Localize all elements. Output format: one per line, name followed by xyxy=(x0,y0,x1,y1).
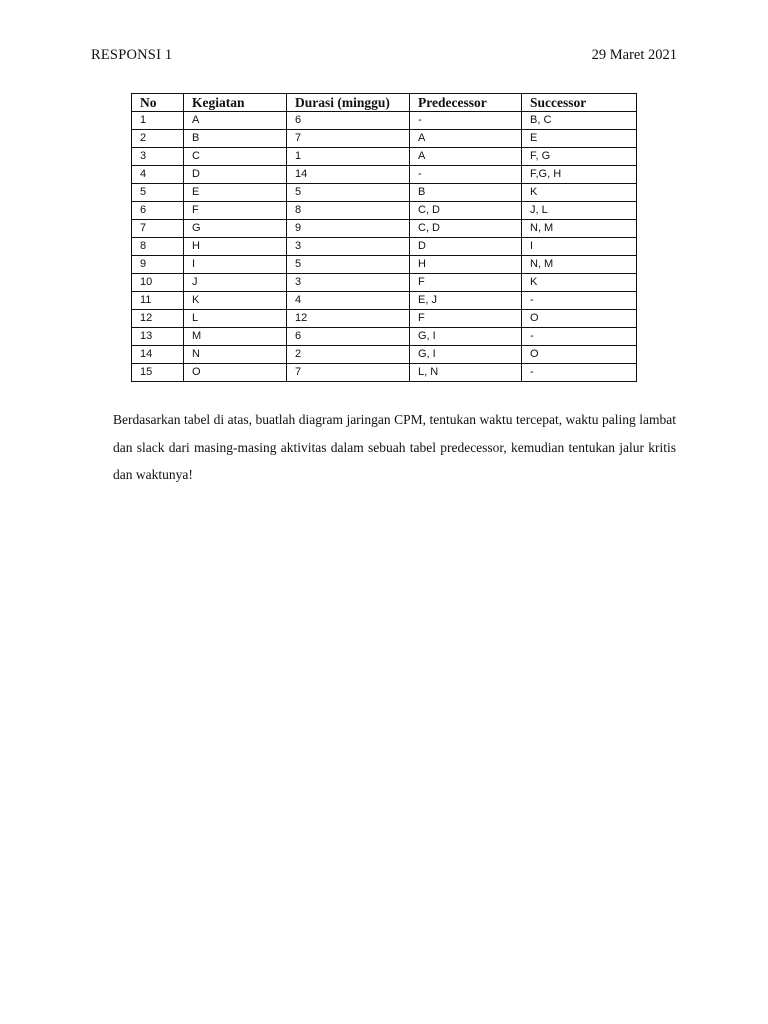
column-header-kegiatan: Kegiatan xyxy=(184,94,287,112)
cell-predecessor: D xyxy=(410,238,522,256)
column-header-durasi: Durasi (minggu) xyxy=(287,94,410,112)
cell-kegiatan: E xyxy=(184,184,287,202)
column-header-successor: Successor xyxy=(522,94,637,112)
cell-successor: J, L xyxy=(522,202,637,220)
table-row xyxy=(132,328,637,346)
table-row xyxy=(132,310,637,328)
table-row xyxy=(132,184,637,202)
cell-successor: - xyxy=(522,364,637,382)
cell-no: 13 xyxy=(132,328,184,346)
cell-kegiatan: I xyxy=(184,256,287,274)
table-row xyxy=(132,346,637,364)
table-row xyxy=(132,130,637,148)
cell-kegiatan: J xyxy=(184,274,287,292)
cell-kegiatan: L xyxy=(184,310,287,328)
cell-kegiatan: O xyxy=(184,364,287,382)
instruction-paragraph: Berdasarkan tabel di atas, buatlah diagram jaringan CPM, tentukan waktu tercepat, waktu paling lambat dan slack dari masing-masing aktivitas dalam sebuah tabel predecessor, kemudian tentukan jalur kritis dan waktunya! xyxy=(113,412,676,482)
table-row xyxy=(132,364,637,382)
column-header-predecessor: Predecessor xyxy=(410,94,522,112)
table-row xyxy=(132,166,637,184)
cell-successor: E xyxy=(522,130,637,148)
cell-durasi: 7 xyxy=(287,364,410,382)
cell-successor: F, G xyxy=(522,148,637,166)
cell-predecessor: L, N xyxy=(410,364,522,382)
document-title: RESPONSI 1 xyxy=(91,47,173,63)
cell-predecessor: H xyxy=(410,256,522,274)
cell-durasi: 7 xyxy=(287,130,410,148)
cell-no: 2 xyxy=(132,130,184,148)
cell-successor: K xyxy=(522,184,637,202)
cell-durasi: 4 xyxy=(287,292,410,310)
cell-no: 8 xyxy=(132,238,184,256)
cell-durasi: 3 xyxy=(287,238,410,256)
cell-predecessor: G, I xyxy=(410,328,522,346)
cell-successor: O xyxy=(522,346,637,364)
table-row xyxy=(132,256,637,274)
cell-kegiatan: F xyxy=(184,202,287,220)
cell-predecessor: C, D xyxy=(410,220,522,238)
cell-durasi: 2 xyxy=(287,346,410,364)
cell-successor: N, M xyxy=(522,256,637,274)
cell-successor: - xyxy=(522,292,637,310)
cell-kegiatan: N xyxy=(184,346,287,364)
table-row xyxy=(132,112,637,130)
cell-kegiatan: K xyxy=(184,292,287,310)
cell-durasi: 14 xyxy=(287,166,410,184)
cell-predecessor: E, J xyxy=(410,292,522,310)
cell-durasi: 9 xyxy=(287,220,410,238)
document-date: 29 Maret 2021 xyxy=(591,47,677,63)
cell-predecessor: - xyxy=(410,112,522,130)
cell-no: 6 xyxy=(132,202,184,220)
cell-kegiatan: A xyxy=(184,112,287,130)
cell-no: 3 xyxy=(132,148,184,166)
cell-durasi: 5 xyxy=(287,256,410,274)
cell-predecessor: A xyxy=(410,130,522,148)
cell-no: 5 xyxy=(132,184,184,202)
cell-durasi: 6 xyxy=(287,328,410,346)
cell-no: 11 xyxy=(132,292,184,310)
cell-predecessor: C, D xyxy=(410,202,522,220)
table-row xyxy=(132,274,637,292)
cell-successor: I xyxy=(522,238,637,256)
cell-predecessor: G, I xyxy=(410,346,522,364)
cell-no: 7 xyxy=(132,220,184,238)
cell-kegiatan: D xyxy=(184,166,287,184)
cell-successor: K xyxy=(522,274,637,292)
activity-table xyxy=(131,93,637,382)
cell-kegiatan: B xyxy=(184,130,287,148)
cell-predecessor: - xyxy=(410,166,522,184)
cell-durasi: 5 xyxy=(287,184,410,202)
cell-kegiatan: C xyxy=(184,148,287,166)
cell-successor: F,G, H xyxy=(522,166,637,184)
table-body xyxy=(132,112,637,382)
cell-durasi: 6 xyxy=(287,112,410,130)
table-row xyxy=(132,292,637,310)
table-row xyxy=(132,220,637,238)
cell-successor: N, M xyxy=(522,220,637,238)
cell-successor: - xyxy=(522,328,637,346)
cell-no: 1 xyxy=(132,112,184,130)
cell-predecessor: A xyxy=(410,148,522,166)
cell-predecessor: F xyxy=(410,274,522,292)
cell-no: 12 xyxy=(132,310,184,328)
cell-predecessor: B xyxy=(410,184,522,202)
cell-durasi: 3 xyxy=(287,274,410,292)
table-row xyxy=(132,238,637,256)
cell-successor: O xyxy=(522,310,637,328)
cell-no: 4 xyxy=(132,166,184,184)
cell-kegiatan: H xyxy=(184,238,287,256)
cell-durasi: 1 xyxy=(287,148,410,166)
cell-kegiatan: M xyxy=(184,328,287,346)
cell-no: 15 xyxy=(132,364,184,382)
cell-durasi: 12 xyxy=(287,310,410,328)
cell-no: 10 xyxy=(132,274,184,292)
cell-predecessor: F xyxy=(410,310,522,328)
cell-successor: B, C xyxy=(522,112,637,130)
cell-no: 14 xyxy=(132,346,184,364)
cell-no: 9 xyxy=(132,256,184,274)
column-header-no: No xyxy=(132,94,184,112)
table-row xyxy=(132,148,637,166)
cell-kegiatan: G xyxy=(184,220,287,238)
cell-durasi: 8 xyxy=(287,202,410,220)
table-header-row xyxy=(132,94,637,112)
table-row xyxy=(132,202,637,220)
